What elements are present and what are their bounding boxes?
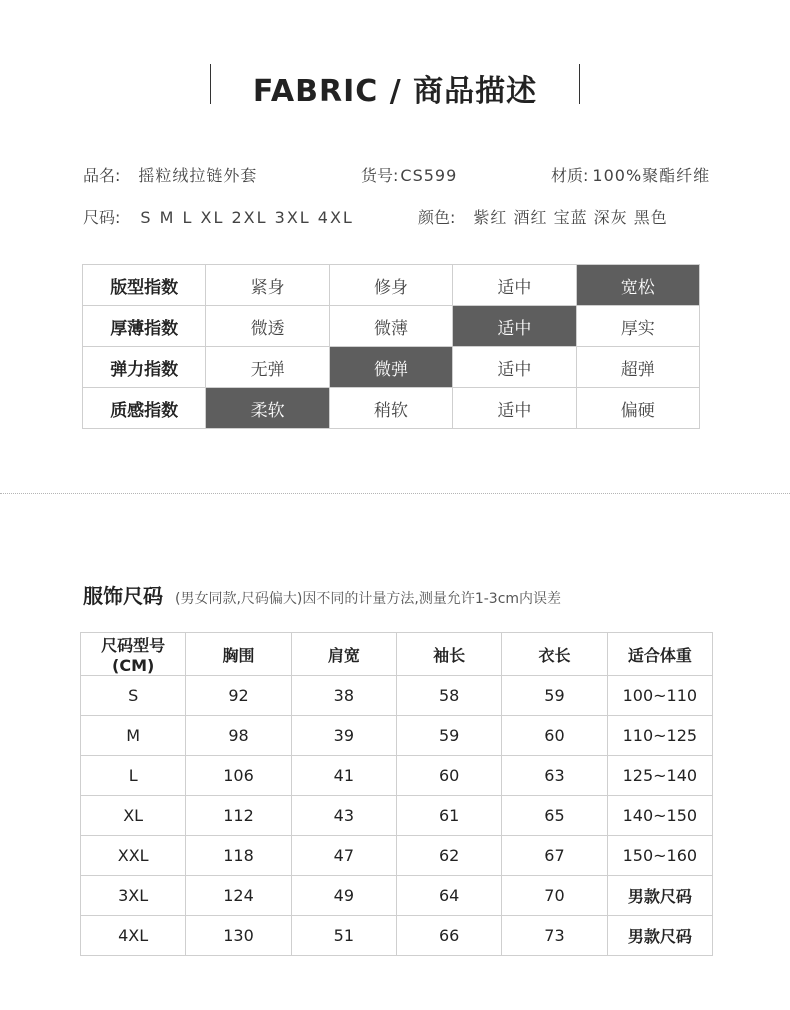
- size-cell: L: [81, 756, 186, 796]
- size-cell: 59: [396, 716, 501, 756]
- fabric-option: 偏硬: [576, 388, 699, 429]
- size-column-header: 适合体重: [607, 633, 712, 676]
- product-sku-label: 货号:: [361, 166, 399, 185]
- product-sku-value: CS599: [400, 166, 458, 185]
- fabric-row: [83, 306, 700, 347]
- size-cell: 106: [186, 756, 291, 796]
- size-cell: 65: [502, 796, 607, 836]
- size-cell: 64: [396, 876, 501, 916]
- size-column-header: 衣长: [502, 633, 607, 676]
- size-cell: 47: [291, 836, 396, 876]
- size-cell: 125~140: [607, 756, 712, 796]
- size-cell: 92: [186, 676, 291, 716]
- size-cell: 4XL: [81, 916, 186, 956]
- size-section-title: 服饰尺码: [83, 584, 163, 608]
- size-cell: 41: [291, 756, 396, 796]
- size-cell: 62: [396, 836, 501, 876]
- size-cell: 39: [291, 716, 396, 756]
- size-cell: M: [81, 716, 186, 756]
- size-row: [81, 716, 713, 756]
- fabric-row: [83, 388, 700, 429]
- size-cell: 112: [186, 796, 291, 836]
- size-cell: 男款尺码: [607, 916, 712, 956]
- size-section-header: [83, 580, 561, 609]
- size-column-header: 袖长: [396, 633, 501, 676]
- size-cell: 61: [396, 796, 501, 836]
- size-cell: 60: [502, 716, 607, 756]
- product-colors-label: 颜色:: [418, 208, 456, 227]
- size-cell: 118: [186, 836, 291, 876]
- size-cell: 58: [396, 676, 501, 716]
- product-material-value: 100%聚酯纤维: [592, 166, 711, 185]
- size-cell: 3XL: [81, 876, 186, 916]
- size-cell: 140~150: [607, 796, 712, 836]
- size-cell: 43: [291, 796, 396, 836]
- fabric-option: 无弹: [206, 347, 329, 388]
- fabric-option: 稍软: [329, 388, 452, 429]
- size-cell: S: [81, 676, 186, 716]
- fabric-option: 紧身: [206, 265, 329, 306]
- fabric-option: 适中: [453, 347, 576, 388]
- size-cell: 59: [502, 676, 607, 716]
- product-sizes-label: 尺码:: [83, 208, 121, 227]
- product-material: [551, 163, 710, 186]
- fabric-option-selected: 宽松: [576, 265, 699, 306]
- fabric-option: 适中: [453, 388, 576, 429]
- size-cell: 70: [502, 876, 607, 916]
- fabric-option: 微薄: [329, 306, 452, 347]
- size-cell: 男款尺码: [607, 876, 712, 916]
- fabric-option: 超弹: [576, 347, 699, 388]
- product-sizes: [83, 205, 354, 228]
- size-column-header: 尺码型号(CM): [81, 633, 186, 676]
- size-cell: 150~160: [607, 836, 712, 876]
- product-colors: [418, 205, 668, 228]
- size-chart-table: [80, 632, 713, 956]
- size-cell: 98: [186, 716, 291, 756]
- size-cell: 110~125: [607, 716, 712, 756]
- size-row: [81, 756, 713, 796]
- fabric-row: [83, 347, 700, 388]
- fabric-row-label: 版型指数: [83, 265, 206, 306]
- size-cell: 51: [291, 916, 396, 956]
- fabric-option: 适中: [453, 265, 576, 306]
- size-cell: 100~110: [607, 676, 712, 716]
- size-row: [81, 796, 713, 836]
- product-name-label: 品名:: [83, 166, 121, 185]
- size-cell: 66: [396, 916, 501, 956]
- fabric-option: 修身: [329, 265, 452, 306]
- size-column-header: 胸围: [186, 633, 291, 676]
- product-sku: [361, 163, 457, 186]
- page-header: [210, 64, 580, 109]
- size-section-note: (男女同款,尺码偏大)因不同的计量方法,测量允许1-3cm内误差: [175, 591, 562, 607]
- size-row: [81, 676, 713, 716]
- size-cell: 49: [291, 876, 396, 916]
- fabric-index-table: [82, 264, 700, 429]
- fabric-option: 厚实: [576, 306, 699, 347]
- size-cell: XXL: [81, 836, 186, 876]
- size-row: [81, 916, 713, 956]
- product-colors-value: 紫红 酒红 宝蓝 深灰 黑色: [473, 208, 668, 227]
- size-row: [81, 876, 713, 916]
- product-name: [83, 163, 257, 186]
- fabric-row-label: 质感指数: [83, 388, 206, 429]
- product-sizes-value: S M L XL 2XL 3XL 4XL: [140, 208, 354, 227]
- product-name-value: 摇粒绒拉链外套: [138, 166, 258, 185]
- size-cell: 63: [502, 756, 607, 796]
- fabric-option-selected: 微弹: [329, 347, 452, 388]
- size-cell: 130: [186, 916, 291, 956]
- fabric-row-label: 厚薄指数: [83, 306, 206, 347]
- product-material-label: 材质:: [551, 166, 589, 185]
- size-column-header: 肩宽: [291, 633, 396, 676]
- page-title: FABRIC / 商品描述: [252, 74, 538, 109]
- fabric-row: [83, 265, 700, 306]
- title-divider-right: [579, 64, 580, 104]
- size-cell: 67: [502, 836, 607, 876]
- size-cell: 60: [396, 756, 501, 796]
- size-cell: 124: [186, 876, 291, 916]
- section-divider: [0, 493, 790, 494]
- fabric-option-selected: 柔软: [206, 388, 329, 429]
- fabric-row-label: 弹力指数: [83, 347, 206, 388]
- size-row: [81, 836, 713, 876]
- size-cell: XL: [81, 796, 186, 836]
- fabric-option: 微透: [206, 306, 329, 347]
- fabric-option-selected: 适中: [453, 306, 576, 347]
- size-cell: 38: [291, 676, 396, 716]
- size-cell: 73: [502, 916, 607, 956]
